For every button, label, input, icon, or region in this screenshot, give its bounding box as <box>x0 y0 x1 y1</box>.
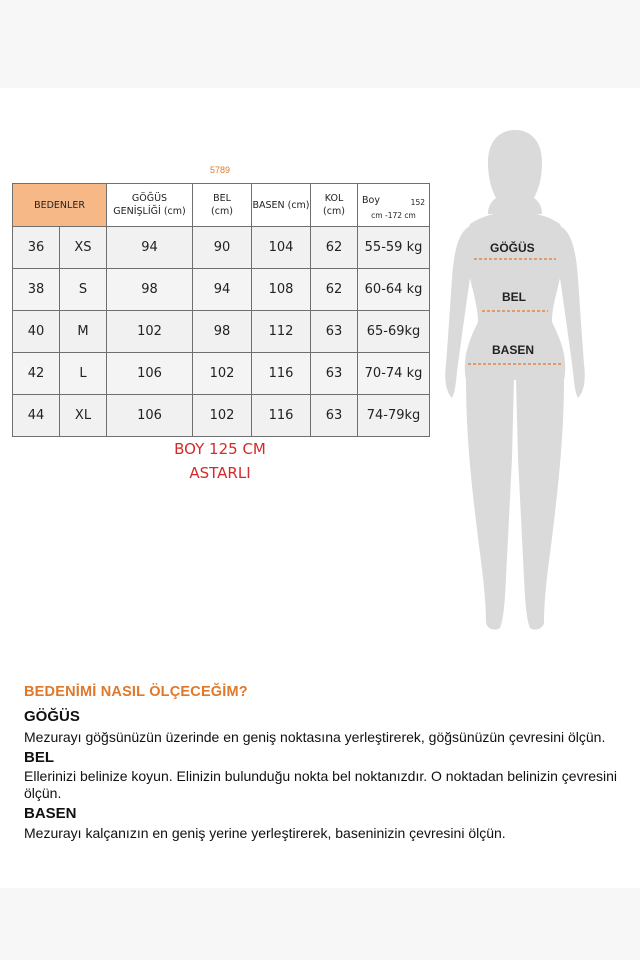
figure-label-waist: BEL <box>502 290 526 304</box>
cell-waist: 98 <box>193 311 252 353</box>
cell-weight: 74-79kg <box>358 395 430 437</box>
body-silhouette-figure <box>430 128 600 638</box>
size-chart-header-row <box>13 184 430 227</box>
cell-sleeve: 63 <box>311 395 358 437</box>
header-waist <box>193 184 252 227</box>
header-chest <box>107 184 193 227</box>
cell-waist: 102 <box>193 395 252 437</box>
figure-label-hip: BASEN <box>492 343 535 357</box>
cell-size-letter: M <box>60 311 107 353</box>
header-sleeve-line1: KOL <box>324 193 344 204</box>
table-row <box>13 227 430 269</box>
howto-title: BEDENİMİ NASIL ÖLÇECEĞİM? <box>24 684 248 700</box>
cell-size-letter: XL <box>60 395 107 437</box>
header-waist-line1: BEL <box>213 193 231 204</box>
figure-label-chest: GÖĞÜS <box>490 241 535 255</box>
waist-description: Ellerinizi belinize koyun. Elinizin bulunduğu nokta bel noktanızdır. O noktadan belinizin çevresini ölçün. <box>24 768 618 801</box>
table-row <box>13 395 430 437</box>
cell-sleeve: 62 <box>311 227 358 269</box>
header-chest-line1: GÖĞÜS <box>131 193 168 204</box>
cell-hip: 108 <box>252 269 311 311</box>
note-length: BOY 125 CM <box>174 440 266 458</box>
cell-size-number: 40 <box>13 311 60 353</box>
header-height-label: Boy <box>362 195 380 206</box>
product-code: 5789 <box>209 165 231 175</box>
cell-chest: 98 <box>107 269 193 311</box>
cell-chest: 94 <box>107 227 193 269</box>
chest-heading: GÖĞÜS <box>24 708 80 725</box>
note-lining: ASTARLI <box>189 464 251 482</box>
cell-hip: 112 <box>252 311 311 353</box>
cell-size-number: 42 <box>13 353 60 395</box>
cell-size-number: 38 <box>13 269 60 311</box>
cell-weight: 55-59 kg <box>358 227 430 269</box>
cell-waist: 102 <box>193 353 252 395</box>
header-chest-line2: GENİŞLİĞİ (cm) <box>113 206 186 217</box>
cell-sleeve: 63 <box>311 353 358 395</box>
cell-size-letter: L <box>60 353 107 395</box>
hip-heading: BASEN <box>24 805 77 822</box>
cell-chest: 106 <box>107 395 193 437</box>
header-height-value: 152 <box>410 198 425 207</box>
cell-chest: 102 <box>107 311 193 353</box>
table-row <box>13 353 430 395</box>
header-height <box>358 184 430 227</box>
header-sizes: BEDENLER <box>13 184 107 227</box>
cell-hip: 104 <box>252 227 311 269</box>
cell-sleeve: 62 <box>311 269 358 311</box>
header-waist-line2: (cm) <box>211 206 233 217</box>
table-row <box>13 311 430 353</box>
cell-sleeve: 63 <box>311 311 358 353</box>
cell-hip: 116 <box>252 395 311 437</box>
cell-size-number: 36 <box>13 227 60 269</box>
table-row <box>13 269 430 311</box>
cell-weight: 65-69kg <box>358 311 430 353</box>
cell-waist: 94 <box>193 269 252 311</box>
cell-size-letter: XS <box>60 227 107 269</box>
cell-weight: 70-74 kg <box>358 353 430 395</box>
header-height-range: cm -172 cm <box>371 211 416 220</box>
cell-chest: 106 <box>107 353 193 395</box>
header-hip: BASEN (cm) <box>252 184 311 227</box>
waist-heading: BEL <box>24 749 54 766</box>
hip-description: Mezurayı kalçanızın en geniş yerine yerleştirerek, baseninizin çevresini ölçün. <box>24 825 506 841</box>
cell-size-letter: S <box>60 269 107 311</box>
size-chart-table <box>12 183 430 437</box>
chest-description: Mezurayı göğsünüzün üzerinde en geniş noktasına yerleştirerek, göğsünüzün çevresini ölçün. <box>24 729 606 745</box>
cell-waist: 90 <box>193 227 252 269</box>
cell-hip: 116 <box>252 353 311 395</box>
cell-weight: 60-64 kg <box>358 269 430 311</box>
silhouette-shape <box>445 130 585 630</box>
cell-size-number: 44 <box>13 395 60 437</box>
header-sleeve-line2: (cm) <box>323 206 345 217</box>
header-sleeve <box>311 184 358 227</box>
